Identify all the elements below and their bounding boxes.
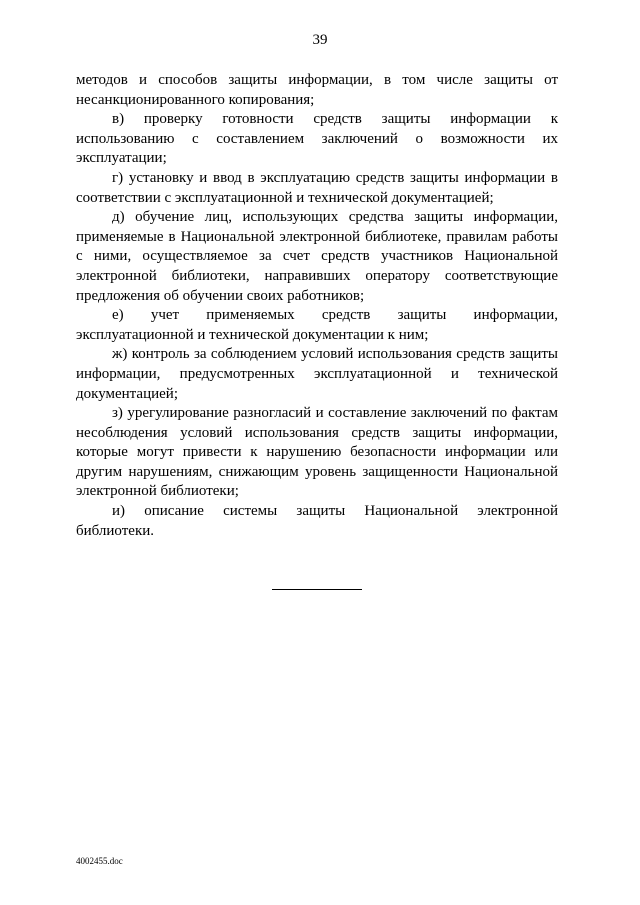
document-body [76,71,558,541]
paragraph-item-d: д) обучение лиц, использующих средства защиты информации, применяемые в Национальной электронной библиотеке, правилам работы с ними, осуществляемое за счет средств участников Национальной электронной библиотеки, направивших оператору соответствующие предложения об обучении своих работников; [76,209,558,304]
paragraph-item-g: г) установку и ввод в эксплуатацию средств защиты информации в соответствии с эксплуатационной и технической документацией; [76,169,558,206]
paragraph-item-i: и) описание системы защиты Национальной электронной библиотеки. [76,503,558,539]
footer-file-name: 4002455.doc [76,856,123,866]
paragraph-item-e: е) учет применяемых средств защиты информации, эксплуатационной и технической документации к ним; [76,307,558,343]
paragraph-item-v: в) проверку готовности средств защиты информации к использованию с составлением заключений о возможности их эксплуатации; [76,111,558,167]
paragraph-item-zh: ж) контроль за соблюдением условий использования средств защиты информации, предусмотренных эксплуатационной и технической документацией; [76,346,558,402]
end-separator-line [272,589,362,590]
paragraph-continuation: методов и способов защиты информации, в том числе защиты от несанкционированного копирования; [76,72,558,108]
paragraph-item-z: з) урегулирование разногласий и составление заключений по фактам несоблюдения условий использования средств защиты информации, которые могут привести к нарушению безопасности информации или другим нарушениям, снижающим уровень защищенности Национальной электронной библиотеки; [76,405,558,500]
page-number: 39 [312,32,328,48]
